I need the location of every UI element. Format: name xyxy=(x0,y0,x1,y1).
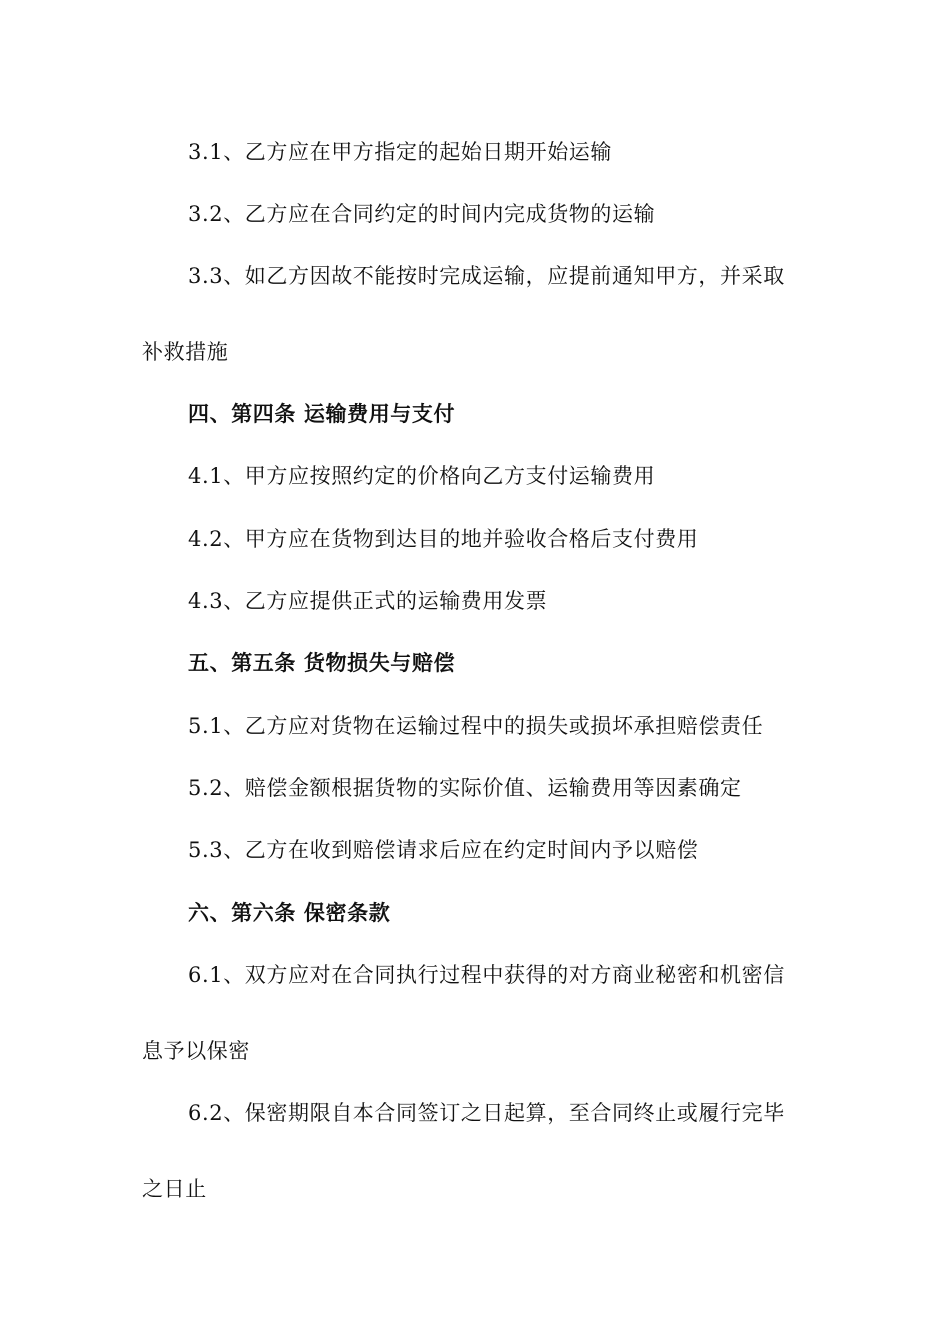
clause-4-2: 4.2、甲方应在货物到达目的地并验收合格后支付费用 xyxy=(188,527,699,551)
clause-3-1: 3.1、乙方应在甲方指定的起始日期开始运输 xyxy=(188,140,612,164)
clause-5-2: 5.2、赔偿金额根据货物的实际价值、运输费用等因素确定 xyxy=(188,776,742,800)
clause-3-2: 3.2、乙方应在合同约定的时间内完成货物的运输 xyxy=(188,202,656,226)
clause-4-3: 4.3、乙方应提供正式的运输费用发票 xyxy=(188,589,548,613)
clause-4-1: 4.1、甲方应按照约定的价格向乙方支付运输费用 xyxy=(188,464,656,488)
clause-5-3: 5.3、乙方在收到赔偿请求后应在约定时间内予以赔偿 xyxy=(188,838,699,862)
section-heading-5: 五、第五条 货物损失与赔偿 xyxy=(188,650,456,675)
clause-3-3: 3.3、如乙方因故不能按时完成运输，应提前通知甲方，并采取 xyxy=(188,264,785,288)
section-heading-6: 六、第六条 保密条款 xyxy=(188,900,391,925)
clause-3-3-continued: 补救措施 xyxy=(142,340,229,364)
section-heading-4: 四、第四条 运输费用与支付 xyxy=(188,401,456,426)
clause-6-1: 6.1、双方应对在合同执行过程中获得的对方商业秘密和机密信 xyxy=(188,963,785,987)
clause-5-1: 5.1、乙方应对货物在运输过程中的损失或损坏承担赔偿责任 xyxy=(188,714,764,738)
clause-6-2: 6.2、保密期限自本合同签订之日起算，至合同终止或履行完毕 xyxy=(188,1101,785,1125)
clause-6-1-continued: 息予以保密 xyxy=(142,1039,250,1063)
clause-6-2-continued: 之日止 xyxy=(142,1177,207,1201)
